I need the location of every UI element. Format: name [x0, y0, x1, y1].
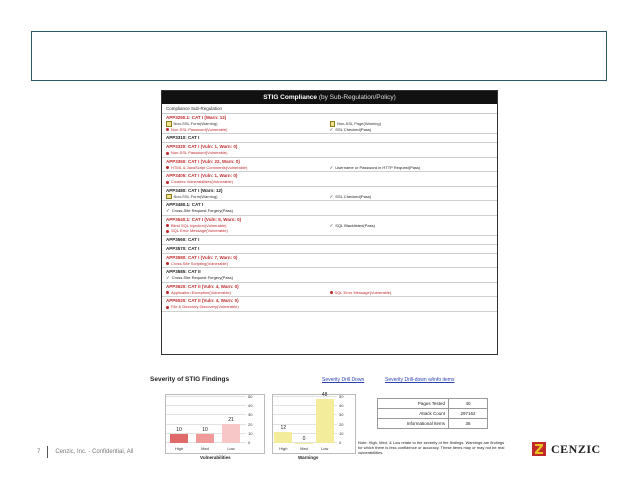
section-title: APP3480.1: CAT I: [166, 202, 204, 208]
x-tick-label: Med: [300, 446, 308, 451]
vulnerable-dot-icon: [166, 224, 169, 227]
vulnerable-dot-icon: [166, 128, 169, 131]
gridline: [166, 414, 246, 415]
section-column-left: [166, 304, 330, 310]
compliance-section: [162, 216, 497, 236]
section-column-right: [330, 208, 494, 214]
finding-item: [330, 194, 494, 200]
section-column-left: [166, 121, 330, 132]
vulnerable-dot-icon: [166, 262, 169, 265]
compliance-section: [162, 254, 497, 269]
compliance-section: [162, 187, 497, 202]
compliance-section: [162, 143, 497, 158]
section-column-left: [166, 150, 330, 156]
vulnerable-dot-icon: [166, 181, 169, 184]
finding-item: [166, 208, 330, 214]
footer-text: Cenzic, Inc. - Confidential, All: [55, 449, 134, 455]
footer-divider: [47, 446, 48, 458]
finding-text: Cross-Site Request Forgery(Pass): [171, 275, 233, 281]
finding-item: [330, 290, 494, 296]
finding-item: [166, 127, 330, 133]
report-header: [162, 91, 497, 104]
section-column-right: [330, 304, 494, 310]
section-title: APP3585: CAT II: [166, 269, 201, 275]
compliance-section: [162, 201, 497, 216]
compliance-section: [162, 236, 497, 245]
section-column-left: [166, 194, 330, 200]
x-tick-label: High: [174, 446, 184, 451]
severity-drilldown-link[interactable]: Severity Drill Down: [322, 377, 365, 383]
section-title: APP3620: CAT II (Vuln: 4, Warn: 0): [166, 283, 239, 289]
section-column-left: [166, 179, 330, 185]
y-tick-label: 40: [339, 403, 344, 409]
compliance-sections: [162, 114, 497, 312]
section-column-right: [330, 165, 494, 171]
finding-item: [166, 290, 330, 296]
stat-label: Pages Tested: [378, 399, 449, 409]
compliance-section: [162, 283, 497, 298]
section-column-left: [166, 275, 330, 281]
bar-med: [196, 434, 214, 443]
section-title: APP3350: CAT I (Vuln: 22, Warn: 0): [166, 158, 240, 164]
section-column-left: [166, 290, 330, 296]
finding-text: Non-SSL Password(Vulnerable): [171, 126, 228, 132]
section-column-right: [330, 179, 494, 185]
y-tick-label: 10: [248, 430, 253, 436]
compliance-section: [162, 114, 497, 134]
warning-square-icon: [166, 194, 172, 200]
section-title: APP3310: CAT I: [166, 135, 200, 141]
section-column-right: [330, 223, 494, 234]
bar-value-label: 48: [321, 391, 328, 398]
y-tick-label: 20: [339, 421, 344, 427]
finding-text: SQL Error Message(Vulnerable): [171, 228, 228, 234]
stats-table: [377, 398, 488, 429]
y-tick-label: 30: [339, 412, 344, 418]
finding-item: [166, 275, 330, 281]
vulnerable-dot-icon: [330, 291, 333, 294]
section-column-left: [166, 208, 330, 214]
pass-check-icon: ✓: [329, 164, 334, 170]
cenzic-logo-text: CENZIC: [551, 441, 601, 456]
warning-square-icon: [166, 121, 172, 127]
section-column-right: [330, 194, 494, 200]
section-column-right: [330, 275, 494, 281]
finding-item: [166, 261, 330, 267]
bar-low: [222, 424, 240, 443]
report-subtitle: (by Sub-Regulation/Policy): [318, 94, 396, 101]
finding-text: SQL Blacklisted(Pass): [335, 222, 375, 228]
finding-text: SSL Checked(Pass): [335, 193, 372, 199]
pass-check-icon: ✓: [329, 222, 334, 228]
section-column-left: [166, 261, 330, 267]
section-title: APP3540.1: CAT I (Vuln: 5, Warn: 0): [166, 216, 242, 222]
finding-text: Cross-Site Scripting(Vulnerable): [171, 260, 228, 266]
stat-value: 36: [449, 419, 488, 429]
finding-item: [166, 179, 330, 185]
table-row: [378, 409, 488, 419]
bar-value-label: 10: [202, 426, 208, 433]
bar-value-label: 21: [228, 416, 234, 423]
x-tick-label: Low: [227, 446, 235, 451]
stat-label: Attack Count: [378, 409, 449, 419]
finding-text: Non-SSL Form(Warning): [173, 193, 218, 199]
finding-text: File & Directory Discovery(Vulnerable): [171, 304, 239, 310]
section-title: APP3560: CAT I: [166, 236, 200, 242]
compliance-section: [162, 134, 497, 143]
finding-item: [330, 223, 494, 229]
warnings-caption: Warnings: [298, 455, 319, 460]
finding-text: Non-SSL Password(Vulnerable): [171, 150, 228, 156]
compliance-section: [162, 268, 497, 283]
slide-footer: [37, 446, 133, 458]
section-column-left: [166, 223, 330, 234]
section-column-right: [330, 121, 494, 132]
page-number: 7: [37, 449, 41, 455]
section-title: APP3405: CAT I (Vuln: 1, Warn: 0): [166, 173, 238, 179]
x-tick-label: High: [279, 446, 288, 451]
compliance-section: [162, 297, 497, 312]
section-column-right: [330, 261, 494, 267]
y-tick-label: 0: [248, 440, 251, 445]
finding-item: [166, 304, 330, 310]
stat-label: Informational Items: [378, 419, 449, 429]
finding-text: Username or Password in HTTP Request(Pass): [335, 164, 421, 170]
bar-low: [316, 399, 334, 443]
vulnerable-dot-icon: [166, 152, 169, 155]
y-tick-label: 20: [248, 421, 253, 427]
vulnerable-dot-icon: [166, 291, 169, 294]
bar-value-label: 12: [280, 424, 287, 431]
finding-item: [166, 228, 330, 234]
section-column-right: [330, 290, 494, 296]
bar-value-label: 10: [176, 426, 182, 433]
y-tick-label: 0: [339, 440, 342, 445]
bar-high: [274, 432, 292, 443]
bar-high: [170, 434, 188, 443]
table-row: [378, 419, 488, 429]
gridline: [166, 405, 246, 406]
section-title: APP3570: CAT I: [166, 245, 200, 251]
compliance-section: [162, 172, 497, 187]
finding-text: Cookies Vulnerabilities(Vulnerable): [171, 179, 233, 185]
x-tick-label: Med: [201, 446, 209, 451]
section-title: APP3580: CAT I (Vuln: 7, Warn: 0): [166, 254, 238, 260]
finding-item: [166, 194, 330, 200]
pass-check-icon: ✓: [329, 193, 334, 199]
gridline: [166, 396, 246, 397]
finding-item: [330, 127, 494, 133]
severity-note: Note: High, Med, & Low relate to the severity of the findings. Warnings are findings for which there is less confidence or accuracy. These items may or may not be real vulnerabilities.: [358, 440, 505, 455]
stat-value: 40: [449, 399, 488, 409]
cenzic-logo: [531, 441, 601, 457]
stig-compliance-report: [161, 90, 498, 355]
finding-text: HTML & JavaScript Comments(Vulnerable): [171, 164, 248, 170]
stat-value: 297162: [449, 409, 488, 419]
section-title: APP3480: CAT I (Warn: 12): [166, 187, 223, 193]
pass-check-icon: ✓: [166, 208, 170, 214]
severity-drilldown-items-link[interactable]: Severity Drill-down w/info items: [385, 377, 455, 383]
section-title: APP3250.1: CAT I (Warn: 12): [166, 115, 227, 120]
compliance-label: Compliance Sub-Regulation: [162, 104, 497, 114]
finding-text: SSL Checked(Pass): [335, 126, 372, 132]
y-tick-label: 50: [339, 394, 344, 399]
pass-check-icon: ✓: [329, 126, 334, 132]
y-tick-label: 30: [248, 412, 253, 418]
finding-text: Cross-Site Request Forgery(Pass): [171, 208, 233, 214]
compliance-section: [162, 245, 497, 254]
cenzic-logo-icon: [531, 441, 547, 457]
finding-item: [166, 150, 330, 156]
bar-med: [295, 443, 313, 444]
vulnerable-dot-icon: [166, 230, 169, 233]
finding-text: SQL Error Message(Vulnerable): [334, 289, 392, 295]
vulnerable-dot-icon: [166, 306, 169, 309]
warnings-chart: [272, 391, 356, 454]
finding-text: Application Exception(Vulnerable): [171, 289, 231, 295]
pass-check-icon: ✓: [166, 275, 170, 281]
slide-title-box: [31, 31, 607, 81]
x-tick-label: Low: [320, 446, 329, 451]
section-column-right: [330, 150, 494, 156]
section-column-left: [166, 165, 330, 171]
finding-text: Non-SSL Page(Warning): [337, 121, 381, 126]
finding-text: Blind SQL Injection(Vulnerable): [171, 222, 227, 228]
finding-item: [330, 165, 494, 171]
vulnerabilities-caption: Vulnerabilities: [200, 455, 231, 460]
vulnerabilities-chart: [165, 394, 265, 454]
y-tick-label: 10: [339, 430, 344, 436]
finding-text: Non-SSL Form(Warning): [173, 121, 218, 126]
section-title: APP6020: CAT II (Vuln: 4, Warn: 0): [166, 298, 239, 304]
bar-value-label: 0: [302, 435, 306, 442]
finding-item: [166, 165, 330, 171]
section-title: APP3320: CAT I (Vuln: 1, Warn: 0): [166, 144, 238, 150]
severity-title: Severity of STIG Findings: [150, 376, 230, 383]
table-row: [378, 399, 488, 409]
report-title: STIG Compliance: [263, 94, 318, 101]
y-tick-label: 40: [248, 403, 253, 409]
compliance-section: [162, 158, 497, 173]
vulnerable-dot-icon: [166, 166, 169, 169]
y-tick-label: 50: [248, 394, 253, 399]
